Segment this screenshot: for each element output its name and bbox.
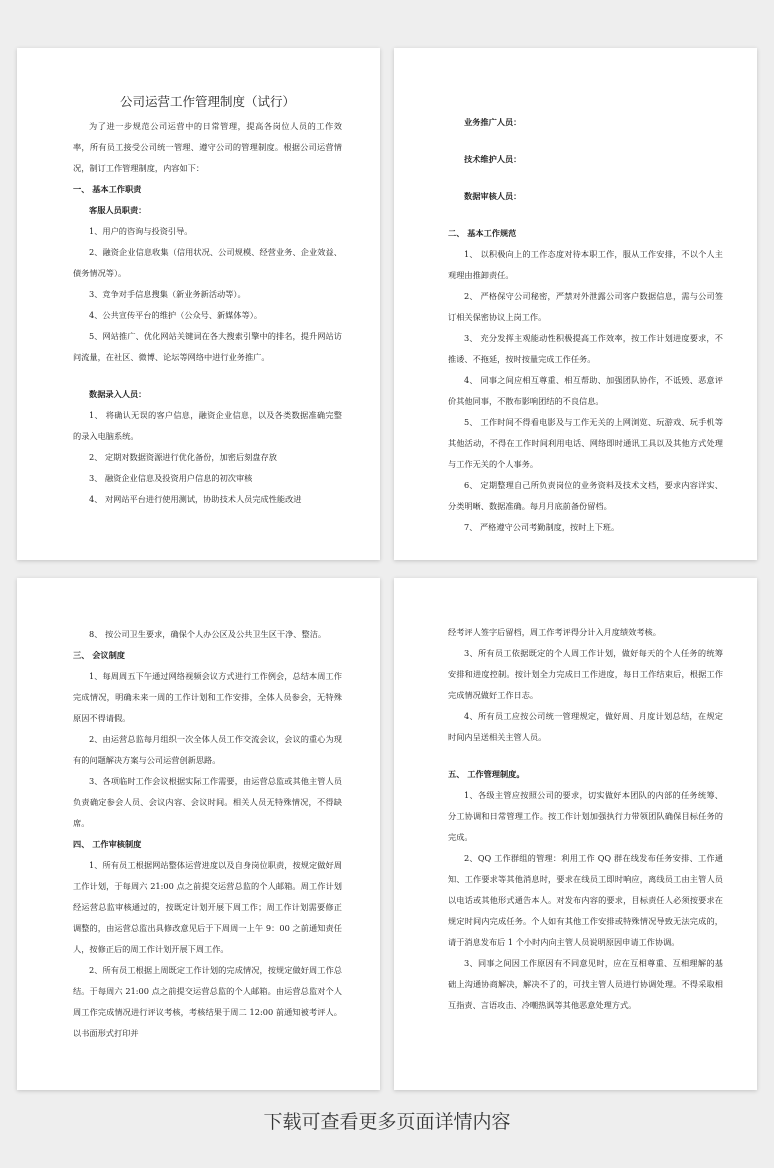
list-item: 2、 严格保守公司秘密，严禁对外泄露公司客户数据信息，需与公司签订相关保密协议上岗工作。 [448,291,723,322]
subsection-heading: 客服人员职责： [89,205,147,215]
subsection-heading: 业务推广人员： [464,117,522,127]
section-heading: 二、 基本工作规范 [448,228,517,238]
list-item: 6、 定期整理自己所负责岗位的业务资料及技术文档，要求内容详实、分类明晰、数据准确。每月月底前备份留档。 [448,480,723,511]
list-item: 7、 严格遵守公司考勤制度，按时上下班。 [464,522,620,532]
intro-paragraph: 为了进一步规范公司运营中的日常管理，提高各岗位人员的工作效率，所有员工接受公司统一管理、遵守公司的管理制度。根据公司运营情况，制订工作管理制度，内容如下： [73,121,342,173]
list-item: 5、网站推广、优化网站关键词在各大搜索引擎中的排名，提升网站访问流量，在社区、微博、论坛等网络中进行业务推广。 [73,331,342,362]
list-item: 1、 将确认无误的客户信息，融资企业信息，以及各类数据准确完整的录入电脑系统。 [73,410,342,441]
list-item: 1、用户的咨询与投资引导。 [89,226,193,236]
list-item: 4、 对网站平台进行使用测试，协助技术人员完成性能改进 [89,494,302,504]
subsection-heading: 数据审核人员： [464,191,522,201]
document-page-2 [394,48,757,560]
list-item: 1、每周周五下午通过网络视频会议方式进行工作例会，总结本周工作完成情况，明确未来一周的工作计划和工作安排，全体人员参会，无特殊原因不得请假。 [73,671,342,723]
list-item: 2、QQ 工作群组的管理：利用工作 QQ 群在线发布任务安排、工作通知、工作要求等其他消息时，要求在线员工即时响应，离线员工由主管人员以电话或其他形式通告本人。对发布内容的要求，目标责任人必须按要求在规定时间内完成任务。个人如有其他工作安排或特殊情况导致无法完成的，请于消息发布后 1 个小时内向主管人员说明原因申请工作协调。 [448,853,723,947]
list-item: 3、 融资企业信息及投资用户信息的初次审核 [89,473,253,483]
list-item: 5、 工作时间不得看电影及与工作无关的上网浏览、玩游戏、玩手机等其他活动，不得在工作时间利用电话、网络即时通讯工具以及其他方式处理与工作无关的个人事务。 [448,417,723,469]
list-item: 3、竞争对手信息搜集（新业务新活动等）。 [89,289,246,299]
section-heading: 一、 基本工作职责 [73,184,142,194]
list-item: 4、公共宣传平台的维护（公众号、新媒体等）。 [89,310,263,320]
document-title: 公司运营工作管理制度（试行） [119,94,295,109]
list-item: 1、所有员工根据网站整体运营进度以及自身岗位职责，按规定做好周工作计划，于每周六 21:00 点之前提交运营总监的个人邮箱。周工作计划经运营总监审核通过的，按既定计划开展下周工作；周工作计划需要修正调整的，由运营总监出具修改意见后于下周周一上午 9：00 之前通知责任人，按修正后的周工作计划开展下周工作。 [73,860,342,954]
document-page-1 [17,48,380,560]
section-heading: 五、 工作管理制度。 [448,769,525,779]
list-item: 3、 充分发挥主观能动性积极提高工作效率，按工作计划进度要求，不推诿、不拖延，按时按量完成工作任务。 [448,333,723,364]
continued-paragraph: 经考评人签字后留档，周工作考评得分计入月度绩效考核。 [448,627,661,637]
list-item: 1、 以积极向上的工作态度对待本职工作，服从工作安排，不以个人主观理由推卸责任。 [448,249,723,280]
subsection-heading: 数据录入人员： [89,389,147,399]
list-item: 2、 定期对数据资源进行优化备份，加密后刻盘存放 [89,452,277,462]
list-item: 3、各项临时工作会议根据实际工作需要，由运营总监或其他主管人员负责确定参会人员、会议内容、会议时间。相关人员无特殊情况，不得缺席。 [73,776,342,828]
list-item: 8、 按公司卫生要求，确保个人办公区及公共卫生区干净、整洁。 [89,629,327,639]
section-heading: 四、 工作审核制度 [73,839,142,849]
download-prompt-text: 下载可查看更多页面详情内容 [263,1111,511,1133]
list-item: 3、同事之间因工作原因有不同意见时，应在互相尊重、互相理解的基础上沟通协商解决，解决不了的，可找主管人员进行协调处理。不得采取相互指责、言语攻击、冷嘲热讽等其他恶意处理方式。 [448,958,723,1010]
list-item: 1、各级主管应按照公司的要求，切实做好本团队的内部的任务统筹、分工协调和日常管理工作。按工作计划加强执行力带领团队确保目标任务的完成。 [448,790,723,842]
list-item: 2、所有员工根据上周既定工作计划的完成情况，按规定做好周工作总结。于每周六 21:00 点之前提交运营总监的个人邮箱。由运营总监对个人周工作完成情况进行评议考核，考核结果于周二 12:00 前通知被考评人。以书面形式打印并 [73,965,342,1038]
list-item: 4、 同事之间应相互尊重、相互帮助、加强团队协作，不诋毁、恶意评价其他同事，不散布影响团结的不良信息。 [448,375,723,406]
subsection-heading: 技术维护人员： [464,154,522,164]
section-heading: 三、 会议制度 [73,650,125,660]
document-page-3 [17,578,380,1090]
list-item: 4、所有员工应按公司统一管理规定，做好周、月度计划总结，在规定时间内呈送相关主管人员。 [448,711,723,742]
document-page-4 [394,578,757,1090]
list-item: 2、由运营总监每月组织一次全体人员工作交流会议，会议的重心为现有的问题解决方案与公司运营创新思路。 [73,734,342,765]
list-item: 2、融资企业信息收集（信用状况、公司规模、经营业务、企业效益、债务情况等）。 [73,247,342,278]
list-item: 3、所有员工依据既定的个人周工作计划，做好每天的个人任务的统筹安排和进度控制。按计划全力完成日工作进度，每日工作结束后，根据工作完成情况做好工作日志。 [448,648,723,700]
